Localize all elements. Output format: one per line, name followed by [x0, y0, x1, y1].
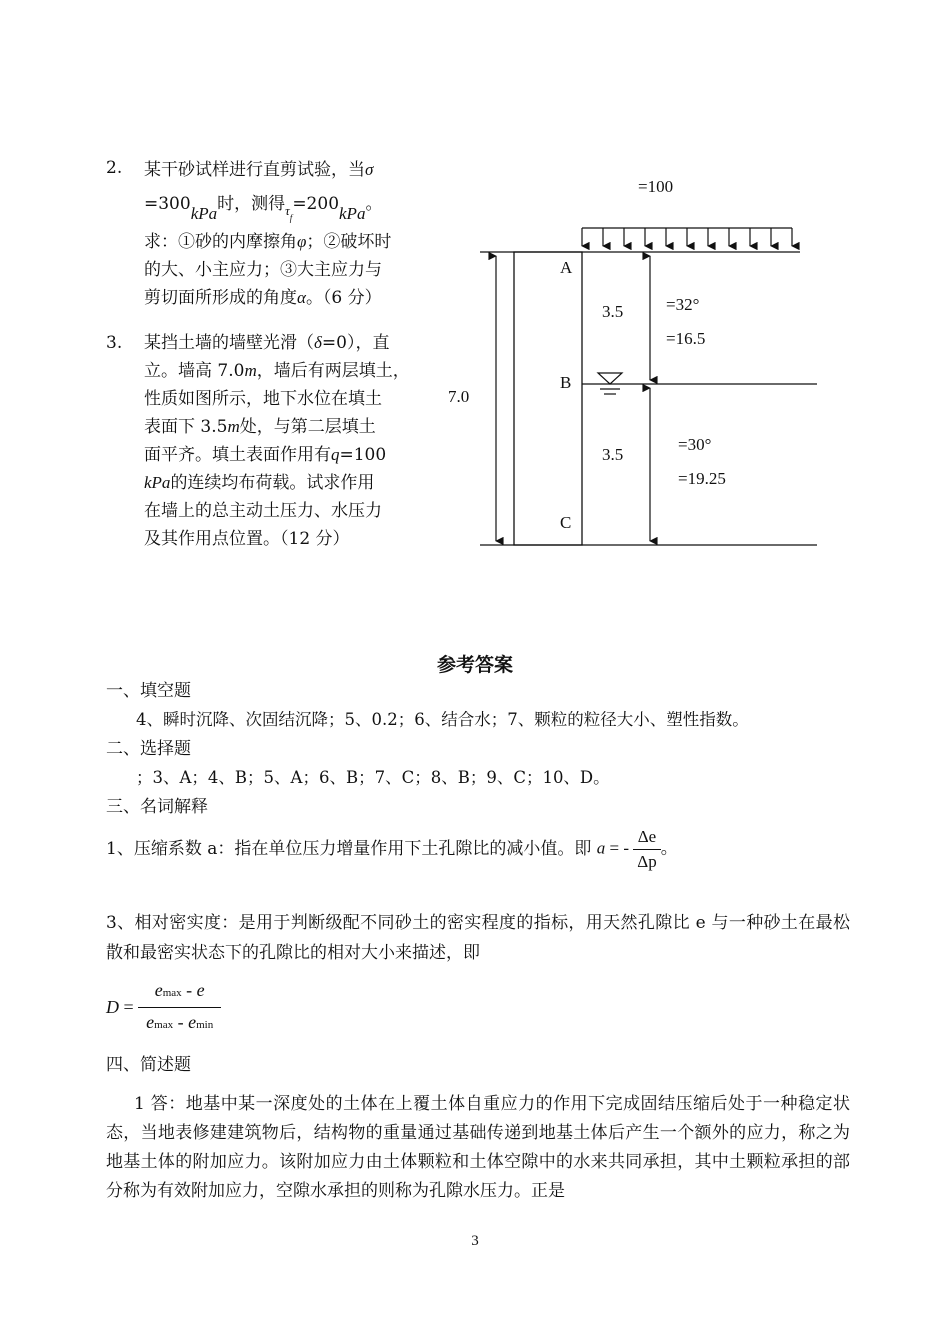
q2-line-3: 求：①砂的内摩擦角φ；②破坏时 [144, 232, 392, 252]
load-arrows [582, 228, 792, 246]
q2-line-2: =300kPa时，测得$_{\tau f}$=200kPa。 [144, 194, 383, 223]
q2-line-1: 某干砂试样进行直剪试验，当σ [144, 160, 374, 180]
section-2-heading: 二、选择题 [106, 739, 191, 759]
section-4-heading: 四、简述题 [106, 1055, 191, 1075]
layer1-thickness-label: 3.5 [602, 302, 624, 321]
layer2-phi-label: =30° [678, 435, 712, 454]
q2-line-5: 剪切面所形成的角度α。（6 分） [144, 288, 382, 308]
distributed-load [582, 228, 792, 246]
section-2-text: ；3、A；4、B；5、A；6、B；7、C；8、B；9、C；10、D。 [136, 768, 610, 787]
q3-text [144, 329, 434, 553]
q3-line-4: 表面下 3.5m处，与第二层填土 [144, 417, 376, 437]
total-height-label: 7.0 [448, 387, 470, 406]
point-c-label: C [560, 513, 572, 532]
point-a-label: A [560, 258, 573, 277]
formula-relative-density: D = $\frac{emax - e}{emax - emin}$ [106, 976, 221, 1039]
q3-line-2: 立。墙高 7.0m，墙后有两层填土， [144, 361, 410, 381]
layer1-phi-label: =32° [666, 295, 700, 314]
definition-1-text: 1、压缩系数 a：指在单位压力增量作用下土孔隙比的减小值。即 [106, 839, 592, 859]
section-4-text: 1 答：地基中某一深度处的土体在上覆土体自重应力的作用下完成固结压缩后处于一种稳定状态，当地表修建建筑物后，结构物的重量通过基础传递到地基土体后产生一个额外的应力，称之为地基土体的附加应力。该附加应力由土体颗粒和土体空隙中的水来共同承担，其中土颗粒承担的部分称为有效附加应力，空隙水承担的则称为孔隙水压力。正是 [106, 1094, 850, 1201]
retaining-wall [514, 252, 582, 545]
q3-line-8: 及其作用点位置。（12 分） [144, 529, 350, 549]
point-b-label: B [560, 373, 572, 392]
q2-text [144, 156, 434, 312]
formula-compression: a = - $\frac{\Delta e}{\Delta p}$ 。 [597, 825, 678, 874]
formula-denominator: Δp [637, 852, 657, 871]
load-label: =100 [638, 177, 674, 196]
q3-number: 3. [106, 333, 123, 353]
q3-line-6: kPa的连续均布荷载。试求作用 [144, 473, 375, 493]
section-3-heading: 三、名词解释 [106, 797, 208, 817]
q3-line-1: 某挡土墙的墙壁光滑（δ=0），直 [144, 333, 390, 353]
layer2-gamma-label: =19.25 [678, 469, 726, 488]
layer2-thickness-label: 3.5 [602, 445, 624, 464]
retaining-wall-diagram [440, 170, 840, 570]
answers-title: 参考答案 [436, 654, 513, 676]
definition-relative-density: 3、相对密实度：是用于判断级配不同砂土的密实程度的指标，用天然孔隙比 e 与一种砂土在最松散和最密实状态下的孔隙比的相对大小来描述，即 [106, 913, 850, 963]
q3-line-5: 面平齐。填土表面作用有q=100 [144, 445, 387, 465]
page-number: 3 [471, 1233, 479, 1249]
q2-number: 2. [106, 158, 123, 178]
formula-numerator: Δe [633, 825, 660, 850]
q3-line-7: 在墙上的总主动土压力、水压力 [144, 501, 382, 521]
q3-line-3: 性质如图所示，地下水位在填土 [144, 389, 382, 409]
section-1-text: 4、瞬时沉降、次固结沉降；5、0.2；6、结合水；7、颗粒的粒径大小、塑性指数。 [136, 710, 749, 729]
section-1-heading: 一、填空题 [106, 681, 191, 701]
definition-compression-coefficient [106, 825, 678, 874]
q2-line-4: 的大、小主应力；③大主应力与 [144, 260, 382, 280]
layer1-gamma-label: =16.5 [666, 329, 706, 348]
